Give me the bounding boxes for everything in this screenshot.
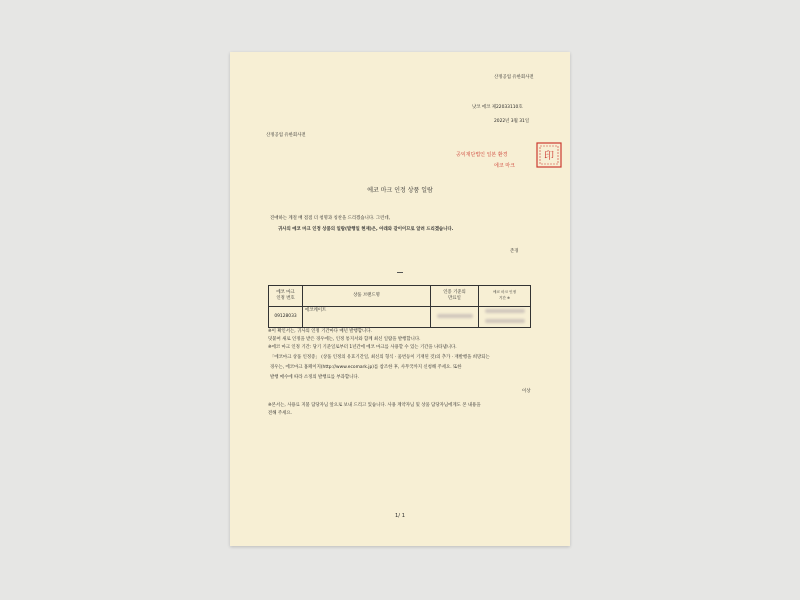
note-line-1: ※이 확인서는, 귀사의 인정 기간마다 매년 발행합니다. bbox=[268, 329, 372, 334]
col-header-number: 에코 마크 인정 번호 bbox=[269, 286, 303, 307]
col-header-period: 에코 마크 인정 기간 ※ bbox=[479, 286, 531, 307]
closing-word: 존경 bbox=[510, 249, 519, 254]
paragraph-line-1: 「에코마크 상품 인정증」 (상품 인정의 유효기간일, 최신의 형식 · 품번등이 기재된 것)의 추가 · 재발행을 희망되는 bbox=[270, 355, 490, 360]
seal-org-text: 공익재단법인 일본 환경 bbox=[456, 152, 508, 158]
document-number: 낫코 에코 제22033110호 bbox=[472, 105, 523, 110]
note-line-2: 덧붙여 새로 인정을 받은 경우에는, 인정 통지서와 함께 최신 일람을 발행합니다. bbox=[268, 337, 421, 342]
document-title: 에코 마크 인정 상품 일람 bbox=[367, 187, 433, 194]
section-divider bbox=[397, 272, 403, 273]
redacted-period-start bbox=[485, 309, 525, 313]
notice-line: 귀사의 에코 마크 인정 상품의 일람(발행일 현재)은, 아래와 같이이므로 알려 드리겠습니다. bbox=[278, 227, 454, 232]
table-row bbox=[269, 307, 531, 328]
expiry-redacted-cell bbox=[431, 307, 479, 328]
page-number: 1/ 1 bbox=[395, 513, 405, 519]
document-page bbox=[230, 52, 570, 546]
seal-sub-text: 에코 마크 bbox=[494, 163, 515, 169]
official-seal-icon bbox=[536, 142, 562, 168]
period-redacted-cell bbox=[479, 307, 531, 328]
redacted-expiry bbox=[437, 314, 473, 318]
recipient-name: 산정공업 유한회사전 bbox=[266, 133, 306, 138]
col-header-expiry: 인증 기준의 만료일 bbox=[431, 286, 479, 307]
paragraph-line-3: 발행 매수에 따라 소정의 발행료를 부과합니다. bbox=[270, 375, 359, 380]
note-line-3: ※에코 마크 인정 기간: 당기 기준일로부터 1년간에 에코 마크를 사용할 수 있는 기간을 나타냅니다. bbox=[268, 345, 457, 350]
certification-table bbox=[268, 285, 531, 328]
greeting-line: 진애하는 계절 배 점점 더 청명과 칭찬을 드리겠습니다. 그런데, bbox=[270, 216, 390, 221]
cert-number-cell: 09128033 bbox=[269, 307, 303, 328]
document-date: 2022년 3월 31일 bbox=[494, 119, 530, 124]
brand-name-cell: 에코케이트 bbox=[303, 307, 431, 328]
footer-note-line-1: ※본서는, 사용료 지불 담당자님 앞으로 보내 드리고 있습니다. 사용 계약자님 및 상품 담당자님에게도 본 내용을 bbox=[268, 403, 481, 408]
redacted-period-end bbox=[485, 319, 525, 323]
footer-note-line-2: 전해 주세요. bbox=[268, 411, 292, 416]
svg-text:印: 印 bbox=[544, 151, 554, 162]
paragraph-line-2: 경우는, 에코마크 홈페이지(http://www.ecomark.jp)를 참조한 후, 사무국까지 신청해 주세요. 또한 bbox=[270, 365, 462, 370]
end-mark: 이상 bbox=[522, 389, 531, 394]
sender-org-header: 산정공업 유한회사전 bbox=[494, 75, 534, 80]
col-header-brand: 상품 브랜드명 bbox=[303, 286, 431, 307]
table-header-row bbox=[269, 286, 531, 307]
